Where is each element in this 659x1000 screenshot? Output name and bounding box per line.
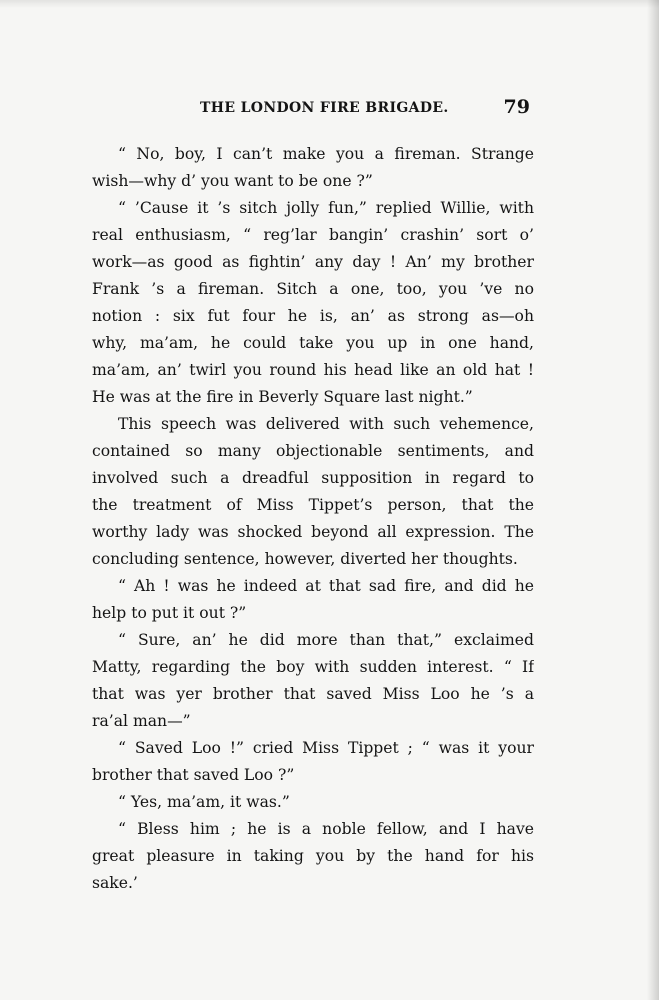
- text-line: sake.’: [92, 874, 138, 892]
- page-number: 79: [503, 96, 530, 118]
- text-line: “ Ah ! was he indeed at that sad fire, and did he: [118, 577, 534, 595]
- text-line: notion : six fut four he is, an’ as strong as—oh: [92, 307, 534, 325]
- text-line: involved such a dreadful supposition in regard to: [92, 469, 534, 487]
- text-line: “ Sure, an’ he did more than that,” exclaimed: [118, 631, 534, 649]
- text-line: wish—why d’ you want to be one ?”: [92, 172, 373, 190]
- text-line: great pleasure in taking you by the hand for his: [92, 847, 534, 865]
- text-line: “ Bless him ; he is a noble fellow, and I have: [118, 820, 534, 838]
- text-line: work—as good as fightin’ any day ! An’ my brother: [92, 253, 534, 271]
- text-line: real enthusiasm, “ reg’lar bangin’ crashin’ sort o’: [92, 226, 534, 244]
- text-line: ra’al man—”: [92, 712, 191, 730]
- text-line: brother that saved Loo ?”: [92, 766, 295, 784]
- page-top-shadow: [0, 0, 659, 8]
- text-line: contained so many objectionable sentiments, and: [92, 442, 534, 460]
- page-edge-shadow: [647, 0, 659, 1000]
- text-line: Frank ’s a fireman. Sitch a one, too, you ’ve no: [92, 280, 534, 298]
- text-line: Matty, regarding the boy with sudden interest. “ If: [92, 658, 534, 676]
- running-title: THE LONDON FIRE BRIGADE.: [200, 100, 449, 116]
- text-line: “ Saved Loo !” cried Miss Tippet ; “ was it your: [118, 739, 534, 757]
- text-line: concluding sentence, however, diverted her thoughts.: [92, 550, 518, 568]
- text-line: help to put it out ?”: [92, 604, 247, 622]
- text-line: ma’am, an’ twirl you round his head like an old hat !: [92, 361, 534, 379]
- text-line: why, ma’am, he could take you up in one hand,: [92, 334, 534, 352]
- text-line: This speech was delivered with such vehemence,: [118, 415, 534, 433]
- text-line: worthy lady was shocked beyond all expression. The: [92, 523, 534, 541]
- text-line: that was yer brother that saved Miss Loo he ’s a: [92, 685, 534, 703]
- text-line: the treatment of Miss Tippet’s person, that the: [92, 496, 534, 514]
- body-text: [92, 141, 534, 897]
- text-line: “ No, boy, I can’t make you a fireman. Strange: [118, 145, 534, 163]
- text-line: He was at the fire in Beverly Square last night.”: [92, 388, 473, 406]
- text-line: “ Yes, ma’am, it was.”: [118, 793, 290, 811]
- running-header: [90, 96, 530, 124]
- text-line: “ ’Cause it ’s sitch jolly fun,” replied Willie, with: [118, 199, 534, 217]
